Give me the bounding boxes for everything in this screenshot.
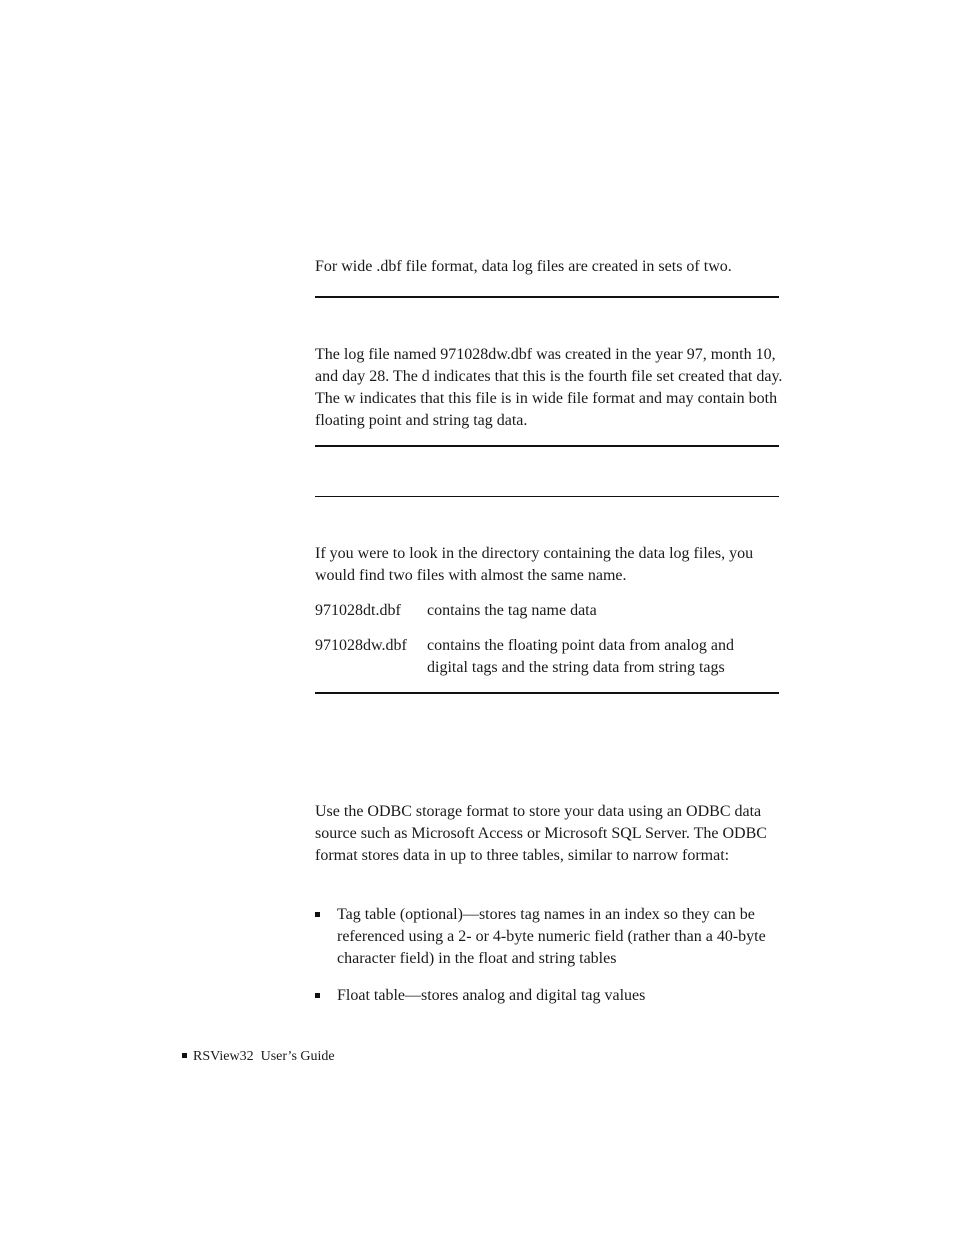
page-footer <box>182 1047 335 1067</box>
example-top-rule <box>315 296 779 298</box>
example-bottom-rule <box>315 445 779 447</box>
example-paragraph-2: If you were to look in the directory containing the data log files, you would find two files with almost the same name. <box>315 545 754 584</box>
bullet-icon <box>315 993 320 998</box>
intro-paragraph: For wide .dbf file format, data log files are created in sets of two. <box>315 258 732 275</box>
list-item-text: Float table—stores analog and digital tag values <box>337 987 646 1004</box>
example-paragraph-1: The log file named 971028dw.dbf was created in the year 97, month 10, and day 28. The d indicates that this is the fourth file set created that day. The w indicates that this file is in wide file format and may contain both floating point and string tag data. <box>315 346 783 429</box>
file-name: 971028dw.dbf <box>315 637 407 654</box>
file-name: 971028dt.dbf <box>315 602 401 619</box>
file-description: contains the tag name data <box>427 602 597 619</box>
list-item-text: Tag table (optional)—stores tag names in an index so they can be referenced using a 2- or 4-byte numeric field (rather than a 40-byte character field) in the float and string tables <box>337 906 766 967</box>
footer-bullet-icon <box>182 1053 187 1058</box>
example2-top-rule <box>315 496 779 497</box>
odbc-paragraph: Use the ODBC storage format to store your data using an ODBC data source such as Microsoft Access or Microsoft SQL Server. The ODBC format stores data in up to three tables, similar to narrow format: <box>315 803 767 864</box>
footer-text: RSView32 User’s Guide <box>193 1049 335 1064</box>
file-description: contains the floating point data from analog and digital tags and the string data from string tags <box>427 637 735 676</box>
bullet-icon <box>315 912 320 917</box>
example2-bottom-rule <box>315 692 779 694</box>
